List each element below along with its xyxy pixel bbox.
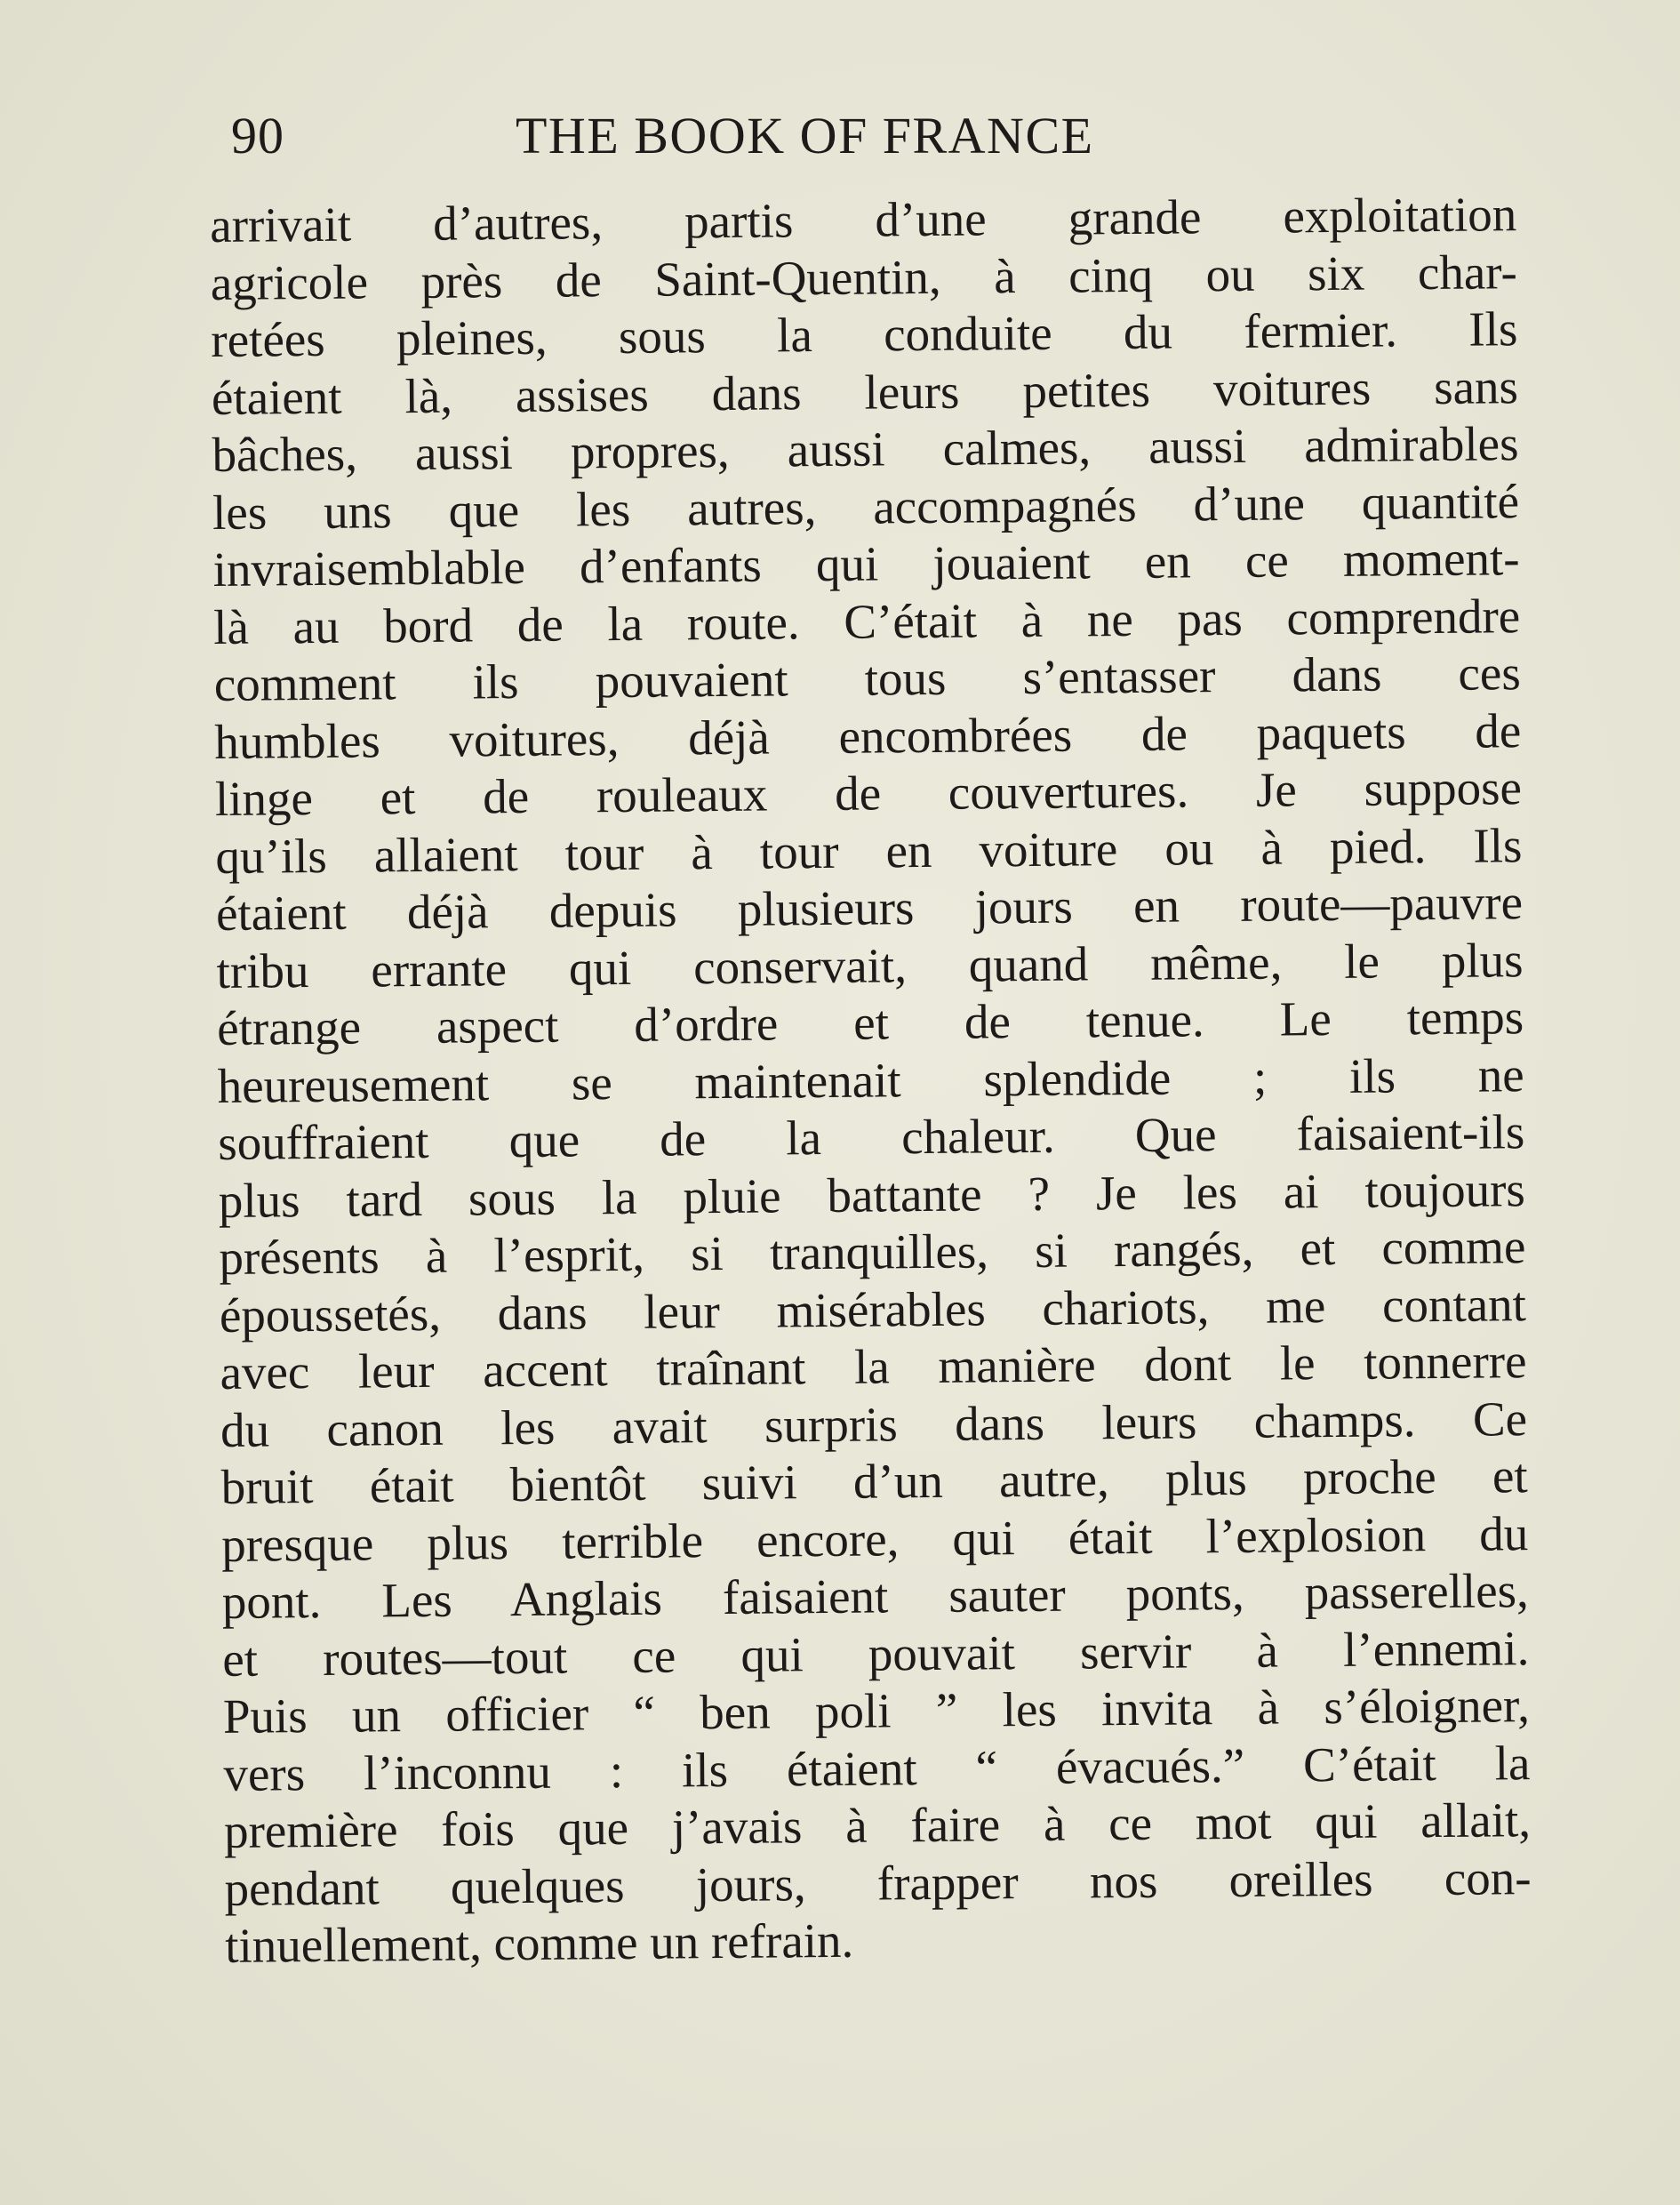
text-line: agricole près de Saint-Quentin, à cinq ou six char- [210,244,1518,310]
text-line: Puis un officier “ ben poli ” les invita à s’éloigner, [222,1678,1531,1744]
text-line: souffraient que de la chaleur. Que faisaient-ils [218,1104,1525,1170]
text-line: arrivait d’autres, partis d’une grande exploitation [210,187,1517,253]
text-line: qu’ils allaient tour à tour en voiture ou à pied. Ils [215,817,1523,884]
page-number: 90 [231,107,284,164]
text-line: bâches, aussi propres, aussi calmes, aussi admirables [212,416,1519,482]
text-line: première fois que j’avais à faire à ce mot qui allait, [223,1792,1532,1858]
text-line: humbles voitures, déjà encombrées de paquets de [214,702,1522,769]
text-line: étaient déjà depuis plusieurs jours en route—pauvre [215,875,1524,941]
text-line: presque plus terrible encore, qui était l’explosion du [220,1505,1529,1572]
text-line: tribu errante qui conservait, quand même, le plus [216,932,1524,998]
text-line: pont. Les Anglais faisaient sauter ponts, passerelles, [221,1563,1529,1629]
text-line-last: tinuellement, comme un refrain. [224,1912,854,1973]
text-line: et routes—tout ce qui pouvait servir à l’ennemi. [222,1620,1530,1687]
text-line: avec leur accent traînant la manière dont le tonnerre [220,1334,1527,1399]
text-line: présents à l’esprit, si tranquilles, si rangés, et comme [219,1219,1526,1285]
text-line: époussetés, dans leur misérables chariots, me contant [219,1276,1527,1343]
text-line: du canon les avait surpris dans leurs champs. Ce [220,1391,1528,1457]
text-line: comment ils pouvaient tous s’entasser dans ces [213,645,1521,711]
text-line: là au bord de la route. C’était à ne pas comprendre [212,588,1521,654]
text-line: invraisemblable d’enfants qui jouaient en ce moment- [212,531,1520,597]
text-line: étaient là, assises dans leurs petites voitures sans [211,358,1519,425]
book-title: THE BOOK OF FRANCE [516,107,1094,164]
text-line: retées pleines, sous la conduite du fermier. Ils [211,301,1518,367]
running-head [231,105,1511,167]
text-line: les uns que les autres, accompagnés d’une quantité [212,473,1520,540]
text-line: linge et de rouleaux de couvertures. Je suppose [214,760,1523,826]
text-line: bruit était bientôt suivi d’un autre, plus proche et [220,1448,1528,1514]
body-text [210,186,1532,1975]
text-line: heureusement se maintenait splendide ; ils ne [217,1046,1524,1113]
text-line: plus tard sous la pluie battante ? Je les ai toujours [218,1161,1526,1228]
text-line: étrange aspect d’ordre et de tenue. Le temps [216,990,1524,1055]
text-line: pendant quelques jours, frapper nos oreilles con- [224,1849,1532,1916]
text-line: vers l’inconnu : ils étaient “ évacués.” C’était la [223,1735,1531,1801]
